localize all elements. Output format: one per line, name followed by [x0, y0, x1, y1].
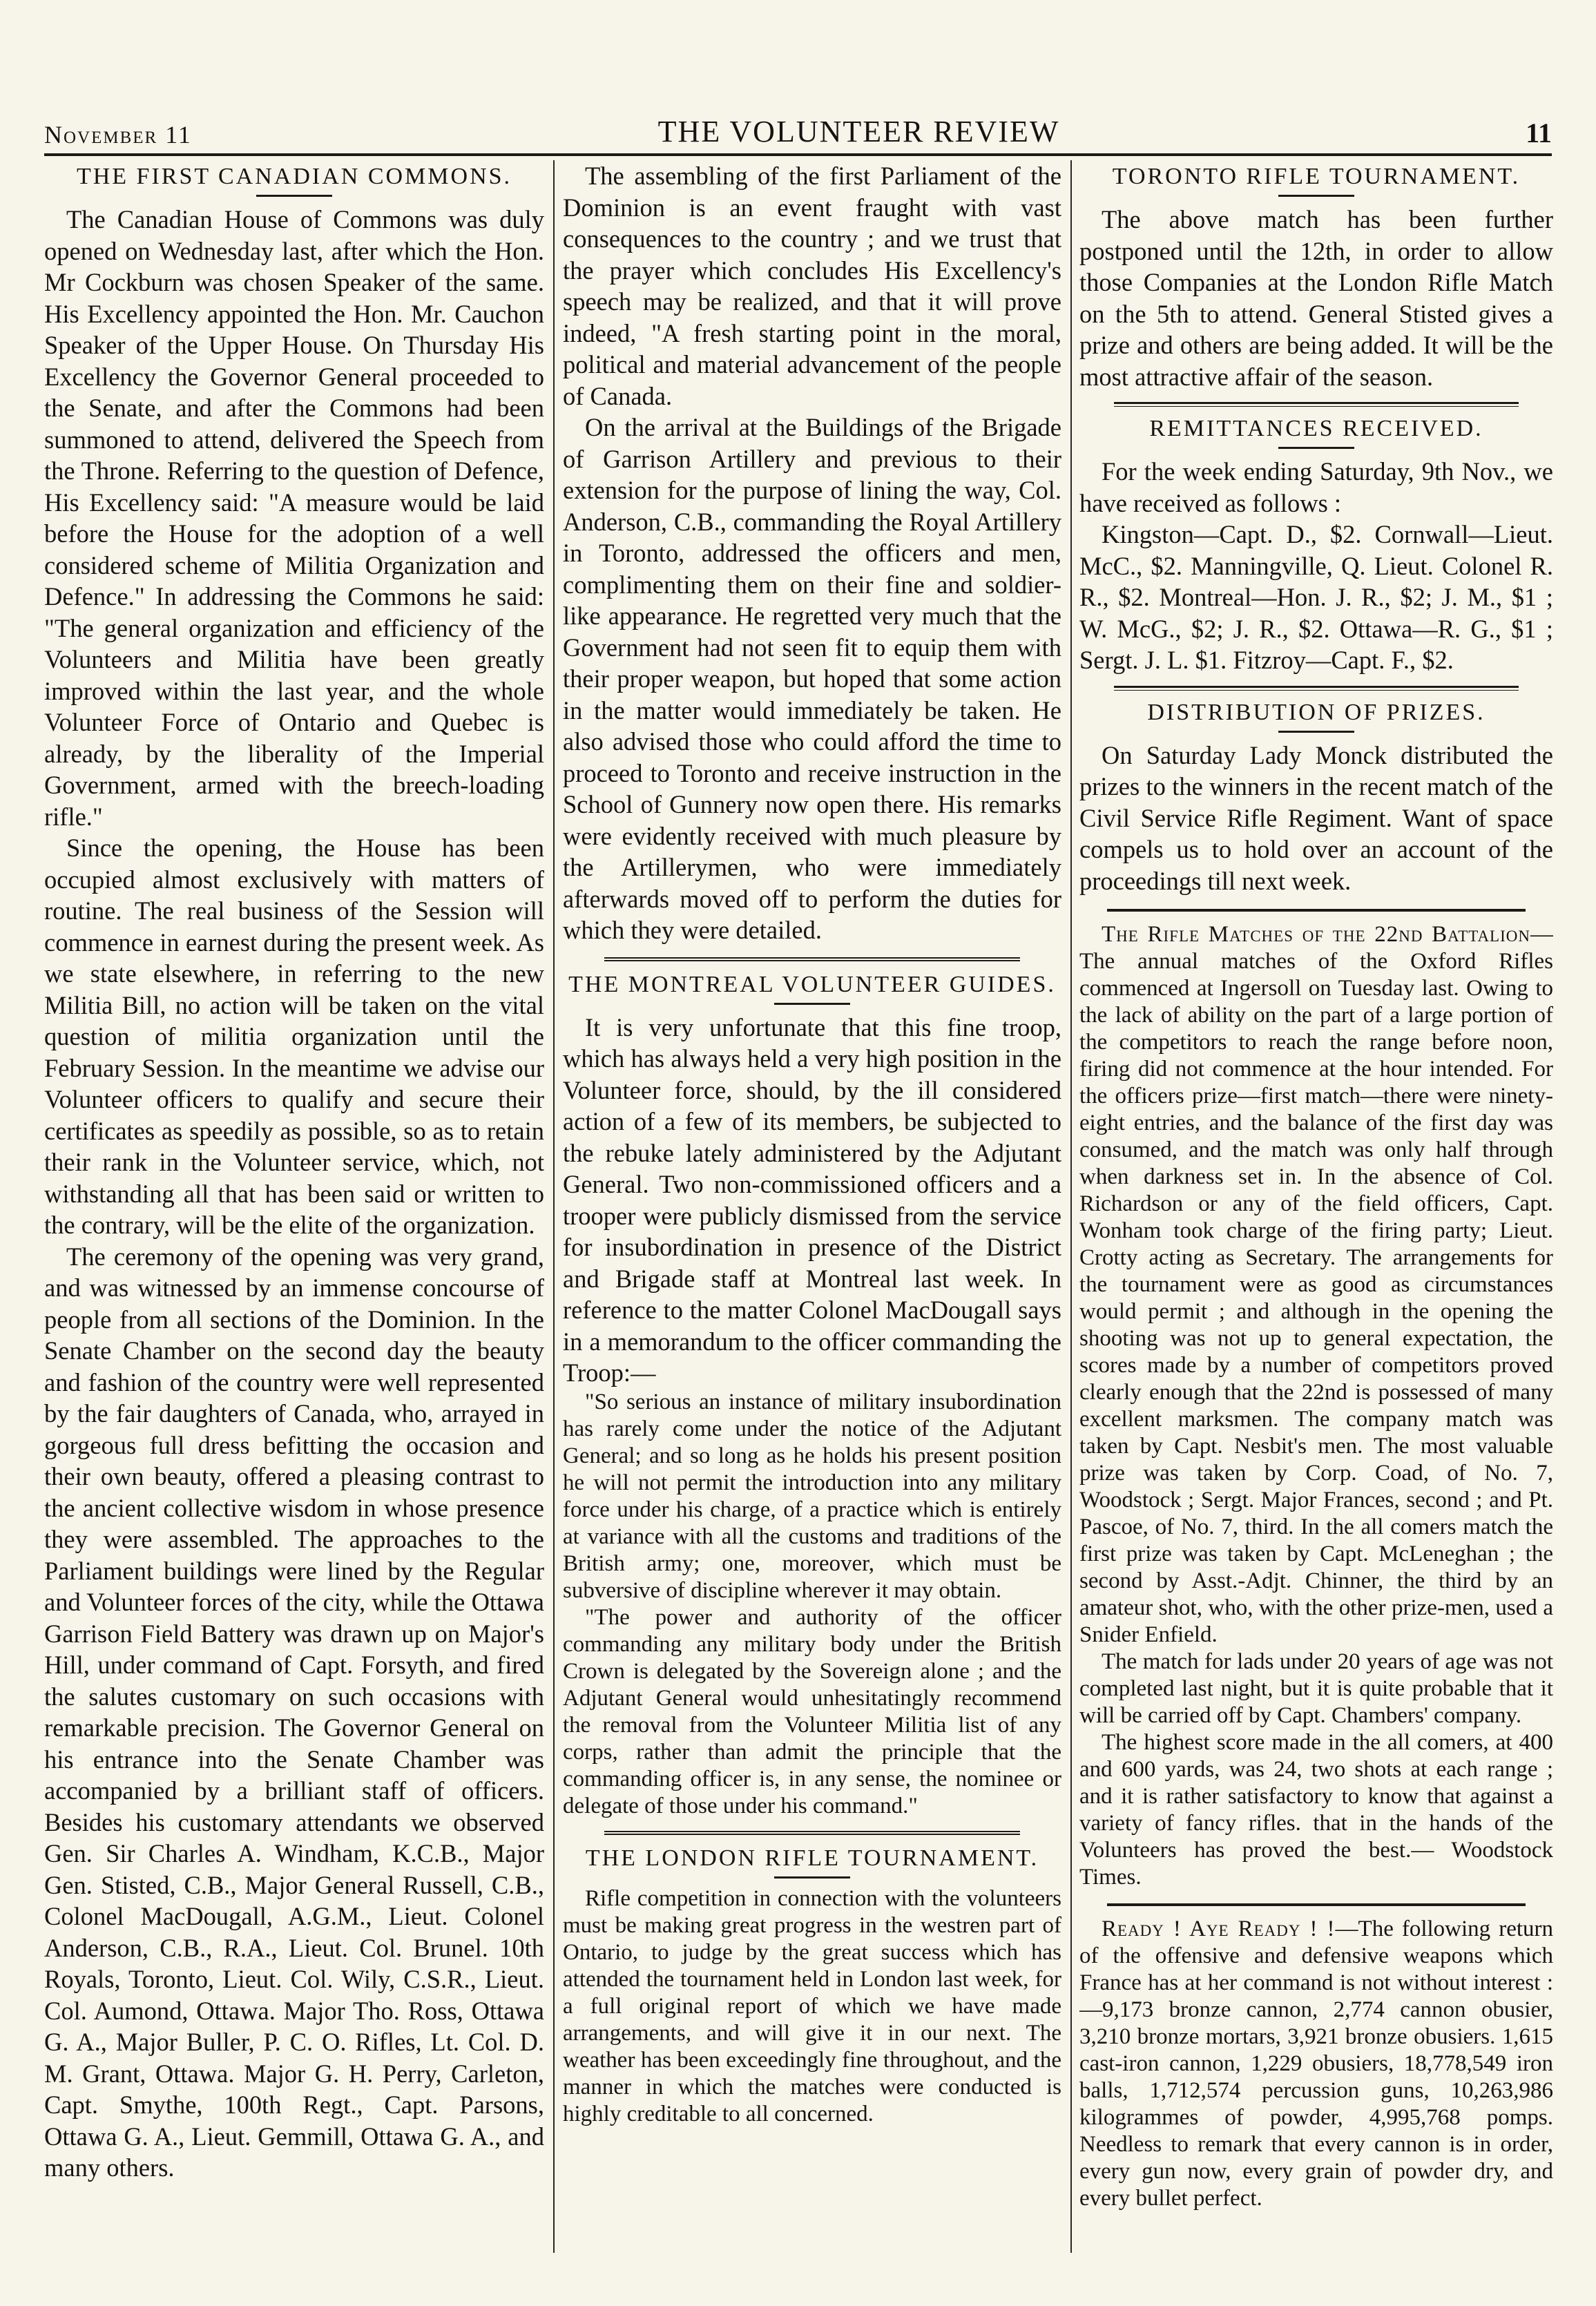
article-paragraph: The ceremony of the opening was very grand, and was witnessed by an immense concourse of people from all sections of the Dominion. In the Senate Chamber on the second day the beauty and fashion of the country were well represented by the fair daughters of Canada, who, arrayed in gorgeous full dress befitting the occasion and their own beauty, offered a pleasing contrast to the ancient collective wisdom in whose presence they were assembled. The approaches to the Parliament buildings were lined by the Regular and Volunteer forces of the city, while the Ottawa Garrison Field Battery was drawn up on Major's Hill, under command of Capt. Forsyth, and fired the salutes customary on such occasions with remarkable precision. The Governor General on his entrance into the Senate Chamber was accompanied by a brilliant staff of officers. Besides his customary attendants we observed Gen. Sir Charles A. Windham, K.C.B., Major Gen. Stisted, C.B., Major General Russell, C.B., Colonel MacDougall, A.G.M., Lieut. Colonel Anderson, C.B., R.A., Lieut. Col. Brunel. 10th Royals, Toronto, Lieut. Col. Wily, C.S.R., Lieut. Col. Aumond, Ottawa. Major Tho. Ross, Ottawa G. A., Major Buller, P. C. O. Rifles, Lt. Col. D. M. Grant, Ottawa. Major G. H. Perry, Carleton, Capt. Smythe, 100th Regt., Capt. Parsons, Ottawa G. A., Lieut. Gemmill, Ottawa G. A., and many others.	[44, 1242, 544, 2182]
divider	[1107, 909, 1526, 912]
article-paragraph: On Saturday Lady Monck distributed the prizes to the winners in the recent match of the Civil Service Rifle Regiment. Want of space compels us to hold over an account of the proceedings till next week.	[1079, 740, 1553, 895]
article-paragraph: Rifle competition in connection with the volunteers must be making great progress in the westren part of Ontario, to judge by the great success which has attended the tournament held in London last week, for a full original report of which we have made arrangements, and will give it in our next. The weather has been exceedingly fine throughout, and the manner in which the matches were conducted is highly creditable to all concerned.	[563, 1885, 1061, 2126]
run-in-heading: The Rifle Matches of the 22nd Battalion	[1102, 922, 1530, 947]
masthead	[44, 104, 1552, 156]
article-paragraph: On the arrival at the Buildings of the Brigade of Garrison Artillery and previous to their extension for the purpose of lining the way, Col. Anderson, C.B., commanding the Royal Artillery in Toronto, addressed the officers and men, complimenting them on their fine and soldier-like appearance. He regretted very much that the Government had not seen fit to equip them with their proper weapon, but hoped that some action in the matter would immediately be taken. He also advised those who could afford the time to proceed to Toronto and receive instruction in the School of Gunnery now open there. His remarks were evidently received with much pleasure by the Artillerymen, who were immediately afterwards moved off to perform the duties for which they were detailed.	[563, 413, 1061, 944]
headline-remittances-received: REMITTANCES RECEIVED.	[1149, 416, 1483, 441]
article-text: —The annual matches of the Oxford Rifles commenced at Ingersoll on Tuesday last. Owing to the lack of ability on the part of a large portion of the competitors to reach the range before noon, firing did not commence at the hour intended. For the officers prize—first match—there were ninety-eight entries, and the balance of the first day was consumed, and the match was only half through when darkness set in. In the absence of Col. Richardson or any of the field officers, Capt. Wonham took charge of the firing party; Lieut. Crotty acting as Secretary. The arrangements for the tournament were as good as circumstances would permit ; and although in the opening the shooting was not up to general expectation, the scores made by a number of competitors proved clearly enough that the 22nd is possessed of many excellent marksmen. The company match was taken by Capt. Nesbit's men. The most valuable prize was taken by Corp. Coad, of No. 7, Woodstock ; Sergt. Major Frances, second ; and Pt. Pascoe, of No. 7, third. In the all comers match the first prize was taken by Capt. McLeneghan ; the second by Asst.-Adjt. Chinner, the third by an amateur shot, who, with the other prize-men, used a Snider Enfield.	[1079, 922, 1553, 1647]
headline-first-canadian-commons: THE FIRST CANADIAN COMMONS.	[76, 164, 512, 189]
quoted-paragraph: "So serious an instance of military insubordination has rarely come under the notice of the Adjutant General; and so long as he holds his present position he will not permit the introduction into any military force under his charge, of a practice which is entirely at variance with all the customs and traditions of the British army; one, moreover, which must be subversive of discipline wherever it may obtain.	[563, 1389, 1061, 1603]
remittance-list: Kingston—Capt. D., $2. Cornwall—Lieut. McC., $2. Manningville, Q. Lieut. Colonel R. R., $2. Montreal—Hon. J. R., $2; J. M., $1 ; W. McG., $2; J. R., $2. Ottawa—R. G., $1 ; Sergt. J. L. $1. Fitzroy—Capt. F., $2.	[1079, 520, 1553, 674]
divider	[256, 195, 332, 197]
article-text: —The following return of the offensive and defensive weapons which France has at her command is not without interest :—9,173 bronze cannon, 2,774 cannon obusier, 3,210 bronze mortars, 3,921 bronze obusiers. 1,615 cast-iron cannon, 1,229 obusiers, 18,778,549 iron balls, 1,712,574 percussion guns, 10,263,986 kilogrammes of powder, 4,995,768 pomps. Needless to remark that every cannon is in order, every gun now, every grain of powder dry, and every bullet perfect.	[1079, 1916, 1553, 2211]
column-left	[44, 160, 544, 2260]
headline-distribution-of-prizes: DISTRIBUTION OF PRIZES.	[1147, 699, 1486, 725]
article-paragraph: The highest score made in the all comers, at 400 and 600 yards, was 24, two shots at each range ; and it is rather satisfactory to know that against a variety of fancy rifles. that in the hands of the Volunteers has proved the best.— Woodstock Times.	[1079, 1730, 1553, 1890]
divider	[1278, 195, 1354, 197]
headline-london-rifle-tournament: THE LONDON RIFLE TOURNAMENT.	[585, 1845, 1039, 1871]
headline-toronto-rifle-tournament: TORONTO RIFLE TOURNAMENT.	[1112, 164, 1521, 189]
issue-date: November 11	[44, 121, 192, 148]
run-in-heading: Ready ! Aye Ready ! !	[1102, 1916, 1336, 1941]
divider	[1114, 686, 1519, 691]
divider	[774, 1876, 850, 1879]
article-paragraph: The Canadian House of Commons was duly opened on Wednesday last, after which the Hon. Mr Cockburn was chosen Speaker of the same. His Excellency appointed the Hon. Mr. Cauchon Speaker of the Upper House. On Thursday His Excellency the Governor General proceeded to the Senate, and after the Commons had been summoned to attend, delivered the Speech from the Throne. Referring to the question of Defence, His Excellency said: "A measure would be laid before the House for the adoption of a well considered scheme of Militia Organization and Defence." In addressing the Commons he said: "The general organization and efficiency of the Volunteers and Militia have been greatly improved within the last year, and the whole Volunteer Force of Ontario and Quebec is already, by the liberality of the Imperial Government, armed with the breech-loading rifle."	[44, 205, 544, 831]
article-rifle-matches-22nd	[1079, 921, 1553, 1649]
article-ready-aye-ready	[1079, 1916, 1553, 2212]
article-paragraph: It is very unfortunate that this fine troop, which has always held a very high position in the Volunteer force, should, by the ill considered action of a few of its members, be subjected to the rebuke lately administered by the Adjutant General. Two non-commissioned officers and a trooper were publicly dismissed from the service for insubordination in presence of the District and Brigade staff at Montreal last week. In reference to the matter Colonel MacDougall says in a memorandum to the officer commanding the Troop:—	[563, 1012, 1061, 1387]
divider	[1114, 402, 1519, 407]
divider	[1278, 447, 1354, 449]
publication-title: THE VOLUNTEER REVIEW	[657, 115, 1060, 148]
article-paragraph: Since the opening, the House has been occupied almost exclusively with matters of routine. The real business of the Session will commence in earnest during the present week. As we state elsewhere, in referring to the new Militia Bill, no action will be taken on the vital question of militia organization until the February Session. In the meantime we advise our Volunteer officers to qualify and secure their certificates as speedily as possible, so as to retain their rank in the Volunteer service, which, not withstanding all that has been said or written to the contrary, will be the elite of the organization.	[44, 834, 544, 1239]
headline-montreal-volunteer-guides: THE MONTREAL VOLUNTEER GUIDES.	[568, 971, 1056, 997]
column-right	[1079, 160, 1553, 2260]
divider	[1278, 731, 1354, 733]
column-rule-left	[553, 160, 555, 2253]
article-paragraph: The match for lads under 20 years of age was not completed last night, but it is quite probable that it will be carried off by Capt. Chambers' company.	[1079, 1649, 1553, 1728]
divider	[1107, 1903, 1526, 1906]
article-paragraph: The assembling of the first Parliament of the Dominion is an event fraught with vast consequences to the country ; and we trust that the prayer which concludes His Excellency's speech may be realized, and that it will prove indeed, "A fresh starting point in the moral, political and material advancement of the people of Canada.	[563, 162, 1061, 410]
divider	[604, 957, 1020, 961]
quoted-paragraph: "The power and authority of the officer commanding any military body under the British Crown is delegated by the Sovereign alone ; and the Adjutant General would unhesitatingly recommend the removal from the Volunteer Militia list of any corps, rather than admit the principle that the commanding officer is, in any sense, the nominee or delegate of those under his command."	[563, 1604, 1061, 1818]
column-middle	[563, 160, 1061, 2260]
page-number: 11	[1526, 117, 1552, 148]
divider	[774, 1003, 850, 1005]
divider	[604, 1831, 1020, 1835]
article-paragraph: For the week ending Saturday, 9th Nov., we have received as follows :	[1079, 457, 1553, 517]
article-paragraph: The above match has been further postponed until the 12th, in order to allow those Companies at the London Rifle Match on the 5th to attend. General Stisted gives a prize and others are being added. It will be the most attractive affair of the season.	[1079, 205, 1553, 391]
column-rule-right	[1070, 160, 1072, 2253]
